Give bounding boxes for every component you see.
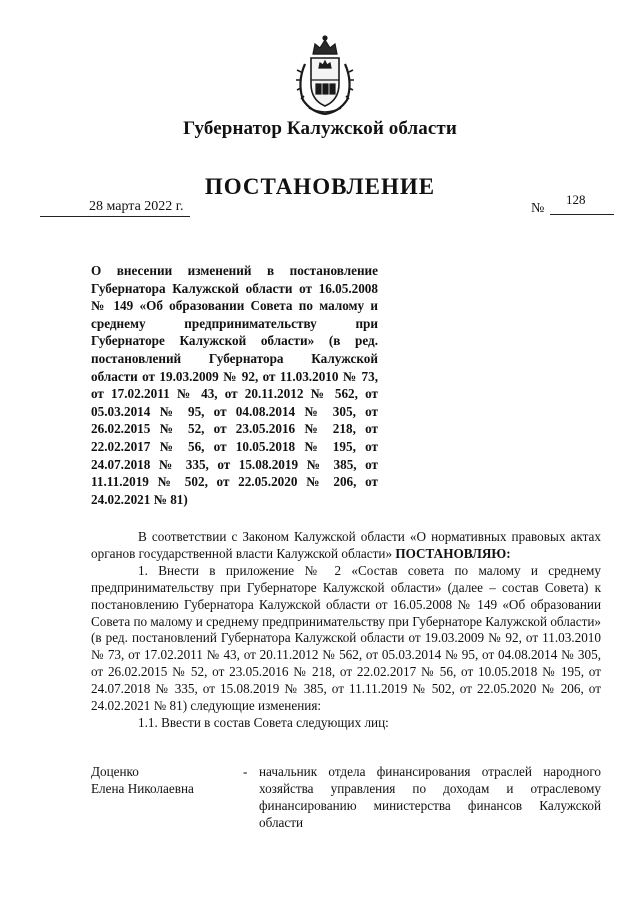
number-underline — [550, 214, 614, 215]
document-title: О внесении изменений в постановление Губернатора Калужской области от 16.05.2008 № 149 «Об образовании Совета по малому и среднему предпринимательству при Губернаторе Калужской области» (в ред. постановлений Губернатора Калужской области от 19.03.2009 № 92, от 11.03.2010 № 73, от 17.02.2011 № 43, от 20.11.2012 № 562, от 05.03.2014 № 95, от 04.08.2014 № 305, от 26.02.2015 № 52, от 23.05.2016 № 218, от 22.02.2017 № 56, от 10.05.2018 № 195, от 24.07.2018 № 335, от 15.08.2019 № 385, от 11.11.2019 № 502, от 22.05.2020 № 206, от 24.02.2021 № 81) — [91, 263, 378, 507]
member-given-names: Елена Николаевна — [91, 780, 194, 796]
issuer-heading: Губернатор Калужской области — [183, 118, 457, 139]
document-date: 28 марта 2022 г. — [89, 199, 184, 214]
member-name — [91, 764, 231, 798]
document-type-heading: ПОСТАНОВЛЕНИЕ — [204, 174, 436, 199]
number-label: № — [531, 201, 545, 216]
date-underline — [40, 216, 190, 217]
member-surname: Доценко — [91, 764, 139, 779]
item-1-paragraph: 1. Внести в приложение № 2 «Состав совета по малому и среднему предпринимательству при Губернаторе Калужской области» (далее – состав Совета) к постановлению Губернатора Калужской области от 16.05.2008 № 149 «Об образовании Совета по малому и среднему предпринимательству при Губернаторе Калужской области» (в ред. постановлений Губернатора Калужской области от 19.03.2009 № 92, от 11.03.2010 № 73, от 17.02.2011 № 43, от 20.11.2012 № 562, от 05.03.2014 № 95, от 04.08.2014 № 305, от 26.02.2015 № 52, от 23.05.2016 № 218, от 22.02.2017 № 56, от 10.05.2018 № 195, от 24.07.2018 № 335, от 15.08.2019 № 385, от 11.11.2019 № 502, от 22.05.2020 № 206, от 24.02.2021 № 81) следующие изменения: — [91, 562, 601, 714]
member-dash: - — [243, 764, 248, 779]
document-number: 128 — [566, 192, 586, 207]
document-body — [91, 529, 601, 732]
preamble-text: В соответствии с Законом Калужской области «О нормативных правовых актах органов государственной власти Калужской области» — [91, 529, 601, 561]
coat-of-arms-icon — [295, 34, 355, 116]
member-position: начальник отдела финансирования отраслей народного хозяйства управления по доходам и отраслевому финансированию министерства финансов Калужской области — [259, 764, 601, 830]
preamble-paragraph — [91, 529, 601, 563]
decree-word: ПОСТАНОВЛЯЮ: — [395, 545, 511, 561]
item-1-1-paragraph: 1.1. Ввести в состав Совета следующих лиц: — [138, 714, 389, 730]
